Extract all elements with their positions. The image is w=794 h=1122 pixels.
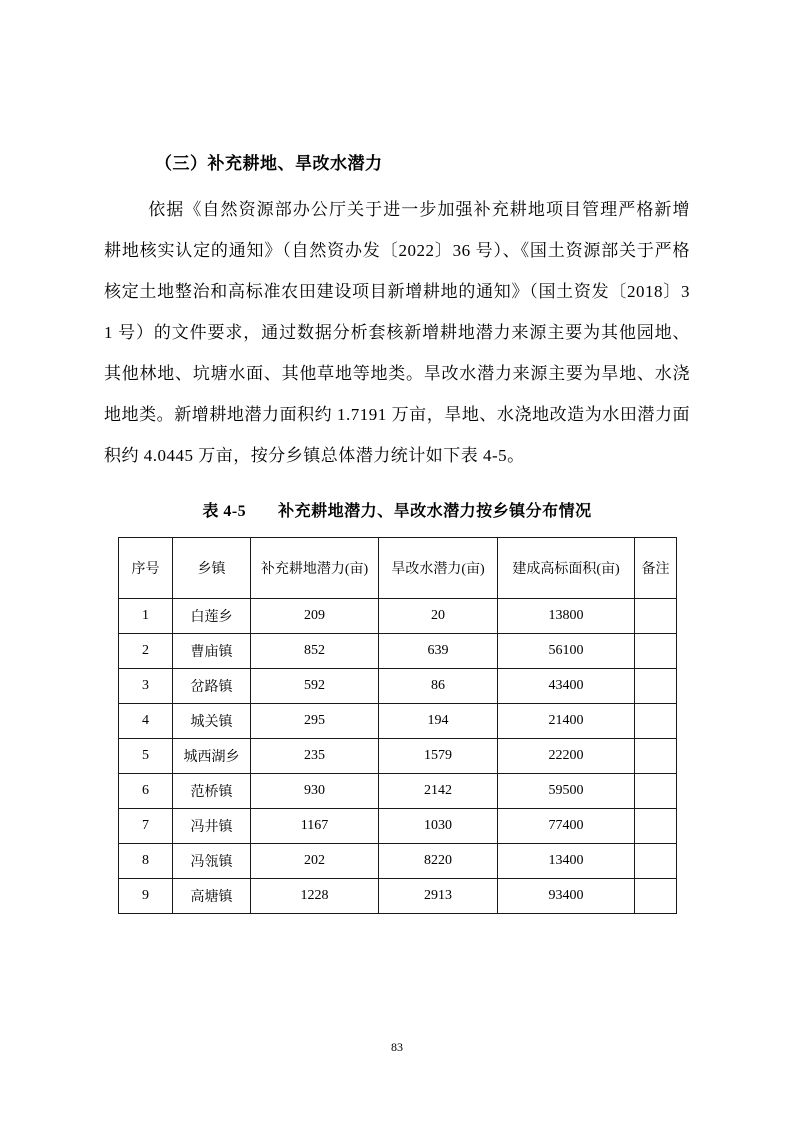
table-row <box>119 774 677 809</box>
table-cell: 235 <box>251 739 379 774</box>
table-cell: 59500 <box>498 774 635 809</box>
table-cell: 592 <box>251 669 379 704</box>
table-cell: 1 <box>119 599 173 634</box>
table-cell: 8 <box>119 844 173 879</box>
table-cell: 77400 <box>498 809 635 844</box>
table-cell <box>635 704 677 739</box>
column-header: 补充耕地潜力(亩) <box>251 538 379 599</box>
column-header: 备注 <box>635 538 677 599</box>
table-header-row <box>119 538 677 599</box>
table-cell: 白莲乡 <box>173 599 251 634</box>
table-cell: 8220 <box>379 844 498 879</box>
table-row <box>119 844 677 879</box>
table-cell: 93400 <box>498 879 635 914</box>
table-caption-label: 表 4-5 <box>202 503 247 520</box>
table-cell: 930 <box>251 774 379 809</box>
table-cell: 1579 <box>379 739 498 774</box>
table-cell <box>635 599 677 634</box>
table-cell <box>635 879 677 914</box>
table-cell: 86 <box>379 669 498 704</box>
table-row <box>119 879 677 914</box>
table-cell: 高塘镇 <box>173 879 251 914</box>
table-cell <box>635 844 677 879</box>
table-cell: 4 <box>119 704 173 739</box>
table-row <box>119 809 677 844</box>
page-number: 83 <box>391 1040 403 1054</box>
table-cell: 13400 <box>498 844 635 879</box>
table-cell <box>635 634 677 669</box>
table-cell: 2 <box>119 634 173 669</box>
table-cell: 7 <box>119 809 173 844</box>
table-cell: 2913 <box>379 879 498 914</box>
column-header: 旱改水潜力(亩) <box>379 538 498 599</box>
table-cell: 639 <box>379 634 498 669</box>
table-cell <box>635 739 677 774</box>
table-cell: 20 <box>379 599 498 634</box>
table-cell: 冯井镇 <box>173 809 251 844</box>
table-row <box>119 704 677 739</box>
table-cell: 3 <box>119 669 173 704</box>
table-cell: 21400 <box>498 704 635 739</box>
data-table <box>118 537 677 914</box>
table-cell: 194 <box>379 704 498 739</box>
table-cell: 43400 <box>498 669 635 704</box>
table-cell: 冯瓴镇 <box>173 844 251 879</box>
table-cell: 22200 <box>498 739 635 774</box>
table-caption-title: 补充耕地潜力、旱改水潜力按乡镇分布情况 <box>278 503 592 520</box>
table-cell: 13800 <box>498 599 635 634</box>
table-cell <box>635 774 677 809</box>
table-cell: 1167 <box>251 809 379 844</box>
table-row <box>119 634 677 669</box>
section-heading: （三）补充耕地、旱改水潜力 <box>155 154 383 173</box>
table-cell: 295 <box>251 704 379 739</box>
table-cell: 1030 <box>379 809 498 844</box>
column-header: 乡镇 <box>173 538 251 599</box>
table-cell: 范桥镇 <box>173 774 251 809</box>
table-cell: 56100 <box>498 634 635 669</box>
table-cell: 5 <box>119 739 173 774</box>
table-cell: 2142 <box>379 774 498 809</box>
table-cell: 岔路镇 <box>173 669 251 704</box>
table-row <box>119 669 677 704</box>
table-cell: 曹庙镇 <box>173 634 251 669</box>
table-cell <box>635 809 677 844</box>
body-paragraph: 依据《自然资源部办公厅关于进一步加强补充耕地项目管理严格新增耕地核实认定的通知》（自然资办发〔2022〕36 号）、《国土资源部关于严格核定土地整治和高标准农田建设项目新增耕地的通知》（国土资发〔2018〕31 号）的文件要求，通过数据分析套核新增耕地潜力来源主要为其他园地、其他林地、坑塘水面、其他草地等地类。旱改水潜力来源主要为旱地、水浇地地类。新增耕地潜力面积约 1.7191 万亩，旱地、水浇地改造为水田潜力面积约 4.0445 万亩，按分乡镇总体潜力统计如下表 4-5。 <box>104 200 690 465</box>
table-cell <box>635 669 677 704</box>
column-header: 建成高标面积(亩) <box>498 538 635 599</box>
table-cell: 202 <box>251 844 379 879</box>
table-cell: 1228 <box>251 879 379 914</box>
table-cell: 城西湖乡 <box>173 739 251 774</box>
table-caption <box>104 498 690 521</box>
table-cell: 852 <box>251 634 379 669</box>
table-row <box>119 599 677 634</box>
table-cell: 209 <box>251 599 379 634</box>
column-header: 序号 <box>119 538 173 599</box>
table-cell: 9 <box>119 879 173 914</box>
table-cell: 6 <box>119 774 173 809</box>
table-row <box>119 739 677 774</box>
table-cell: 城关镇 <box>173 704 251 739</box>
